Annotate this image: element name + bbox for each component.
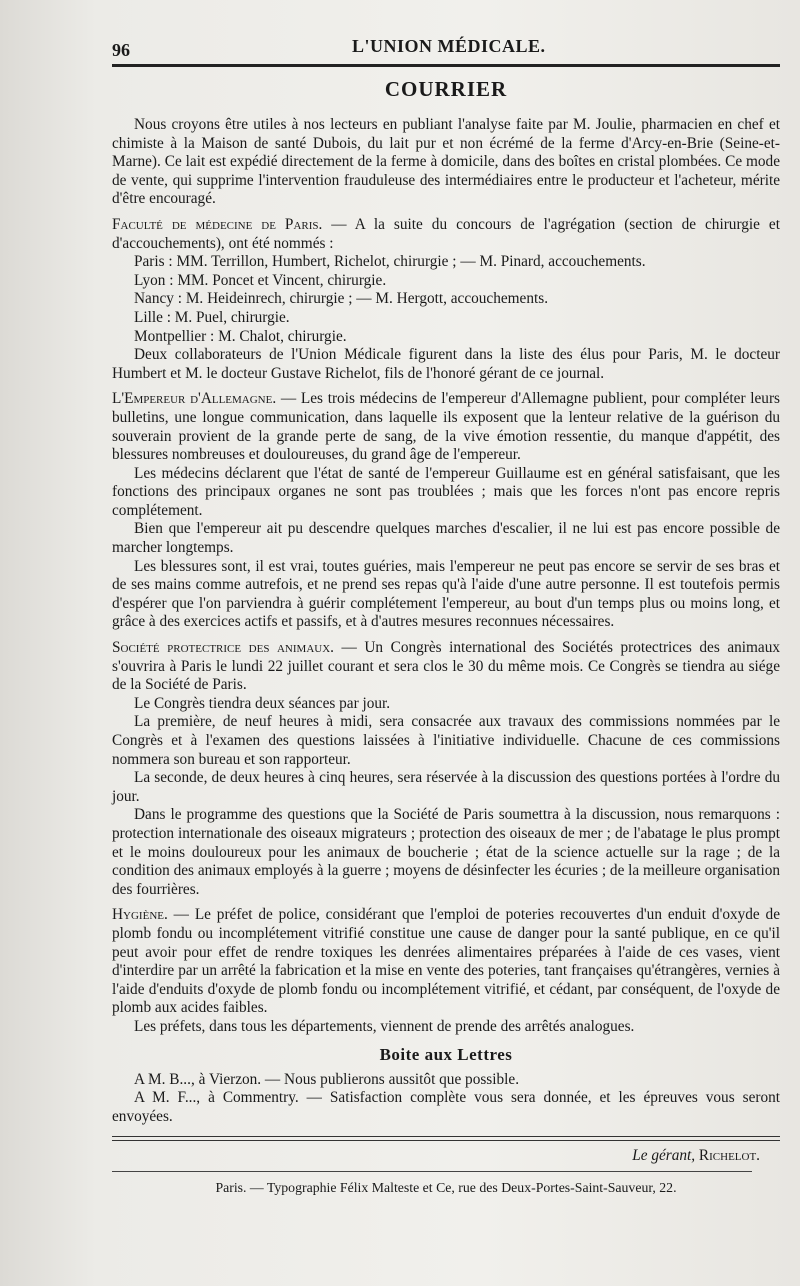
- article-societe-lead: Société protectrice des animaux.: [112, 639, 334, 657]
- article-societe: [112, 639, 780, 899]
- faculte-list-item: Paris : MM. Terrillon, Humbert, Richelot, chirurgie ; — M. Pinard, accouchements.: [134, 253, 646, 271]
- article-faculte-text: — A la suite du concours de l'agrégation (section de chirurgie et d'accouchements), ont été nommés :: [112, 215, 780, 252]
- article-empereur-p3: Bien que l'empereur ait pu descendre quelques marches d'escalier, il ne lui est pas encore possible de marcher longtemps.: [112, 520, 780, 557]
- gerant-signature: [112, 1147, 780, 1165]
- faculte-list-item: Lyon : MM. Poncet et Vincent, chirurgie.: [134, 271, 387, 289]
- article-hygiene-p2: Les préfets, dans tous les départements, viennent de prende des arrêtés analogues.: [134, 1017, 635, 1035]
- article-societe-p1: [112, 639, 780, 695]
- section-title-boite: Boite aux Lettres: [379, 1044, 513, 1064]
- letter-reply: A M. B..., à Vierzon. — Nous publierons aussitôt que possible.: [134, 1070, 520, 1088]
- faculte-list-item: Lille : M. Puel, chirurgie.: [134, 308, 290, 326]
- article-hygiene-lead: Hygiène.: [112, 906, 168, 924]
- article-societe-p2: Le Congrès tiendra deux séances par jour.: [134, 694, 391, 712]
- faculte-list-item: Montpellier : M. Chalot, chirurgie.: [134, 327, 347, 345]
- article-societe-text: — Un Congrès international des Sociétés protectrices des animaux s'ouvrira à Paris le lundi 22 juillet courant et sera clos le 30 du même mois. Ce Congrès se tiendra au siége de la Société de Paris.: [112, 639, 780, 694]
- article-empereur-lead: L'Empereur d'Allemagne.: [112, 390, 277, 408]
- article-empereur-text: — Les trois médecins de l'empereur d'Allemagne publient, pour compléter leurs bulletins, une longue communication, dans laquelle ils exposent que la lenteur relative de la guérison du souverain provient de la grande perte de sang, de la vive émotion ressentie, du manque d'appétit, des blessures nombreuses et douloureuses, du grand âge de l'empereur.: [112, 390, 780, 464]
- article-hygiene: [112, 906, 780, 1036]
- section-title-courrier: COURRIER: [384, 77, 508, 101]
- header-rule: [112, 64, 780, 67]
- article-faculte-lead: Faculté de médecine de Paris.: [112, 215, 323, 233]
- gerant-name: Richelot.: [698, 1147, 760, 1165]
- gerant-label: Le gérant,: [632, 1147, 696, 1165]
- running-head: [112, 30, 780, 60]
- article-empereur-p1: [112, 390, 780, 464]
- article-lait: [112, 116, 780, 209]
- page-number: 96: [112, 40, 130, 60]
- letters-box: [112, 1071, 780, 1127]
- article-hygiene-text: — Le préfet de police, considérant que l'emploi de poteries recouvertes d'un enduit d'oxyde de plomb fondu ou incomplétement vitrifié constitue une cause de danger pour la santé publique, en ce qu'il peut avoir pour effet de rendre toxiques les denrées alimentaires préparées à l'aide de ces vases, vient d'interdire par un arrêté la fabrication et la mise en vente des poteries, tant françaises qu'étrangères, vernies à l'aide d'enduits d'oxyde de plomb fondu ou incomplétement vitrifié, et cédant, par conséquent, de l'oxyde de plomb aux acides faibles.: [112, 906, 780, 1017]
- journal-title: L'UNION MÉDICALE.: [352, 36, 546, 56]
- article-lait-text: Nous croyons être utiles à nos lecteurs en publiant l'analyse faite par M. Joulie, pharmacien en chef et chimiste à la Maison de santé Dubois, du lait pur et non écrémé de la ferme d'Arcy-en-Brie (Seine-et-Marne). Ce lait est expédié directement de la ferme à domicile, dans des boîtes en cristal plombées. Ce mode de vente, qui supprime l'intervention frauduleuse des intermédiaires entre le producteur et l'acheteur, mérite d'être encouragé.: [112, 116, 780, 208]
- faculte-note: Deux collaborateurs de l'Union Médicale figurent dans la liste des élus pour Paris, M. le docteur Humbert et M. le docteur Gustave Richelot, fils de l'honoré gérant de ce journal.: [112, 346, 780, 382]
- imprint: Paris. — Typographie Félix Malteste et Ce, rue des Deux-Portes-Saint-Sauveur, 22.: [215, 1180, 677, 1196]
- imprint-rule: [112, 1171, 752, 1172]
- article-empereur-p2: Les médecins déclarent que l'état de santé de l'empereur Guillaume est en général satisfaisant, que les fonctions des principaux organes ne sont pas troublées ; mais que les forces n'ont pas encore repris complétement.: [112, 464, 780, 519]
- article-societe-p3: La première, de neuf heures à midi, sera consacrée aux travaux des commissions nommées par le Congrès et à l'examen des questions laissées à l'initiative individuelle. Chacune de ces commissions nommera son bureau et son rapporteur.: [112, 713, 780, 768]
- article-empereur: [112, 390, 780, 632]
- letter-reply: A M. F..., à Commentry. — Satisfaction complète vous sera donnée, et les épreuves vous seront envoyées.: [112, 1089, 780, 1125]
- footer-rule: [112, 1136, 780, 1141]
- article-societe-p5: Dans le programme des questions que la Société de Paris soumettra à la discussion, nous remarquons : protection internationale des oiseaux migrateurs ; protection des oiseaux de mer ; de l'abatage le plus prompt et le moins douloureux pour les animaux de boucherie ; état de la science actuelle sur la rage ; de la condition des animaux employés à la guerre ; moyens de désinfecter les écuries ; de la meilleure organisation des fourrières.: [112, 806, 780, 898]
- article-hygiene-p1: [112, 906, 780, 1018]
- article-faculte: [112, 216, 780, 383]
- article-faculte-intro: [112, 216, 780, 253]
- article-empereur-p4: Les blessures sont, il est vrai, toutes guéries, mais l'empereur ne peut pas encore se servir de ses bras et de ses mains comme autrefois, et ne prend ses repas qu'à l'aide d'une autre personne. Il est toutefois permis d'espérer que l'on parviendra à guérir complétement l'empereur, au bout d'un temps plus ou moins long, et grâce à des exercices actifs et passifs, et à d'autres mesures reconnues nécessaires.: [112, 557, 780, 631]
- faculte-list-item: Nancy : M. Heideinrech, chirurgie ; — M. Hergott, accouchements.: [134, 290, 549, 308]
- article-societe-p4: La seconde, de deux heures à cinq heures, sera réservée à la discussion des questions portées à l'ordre du jour.: [112, 769, 780, 805]
